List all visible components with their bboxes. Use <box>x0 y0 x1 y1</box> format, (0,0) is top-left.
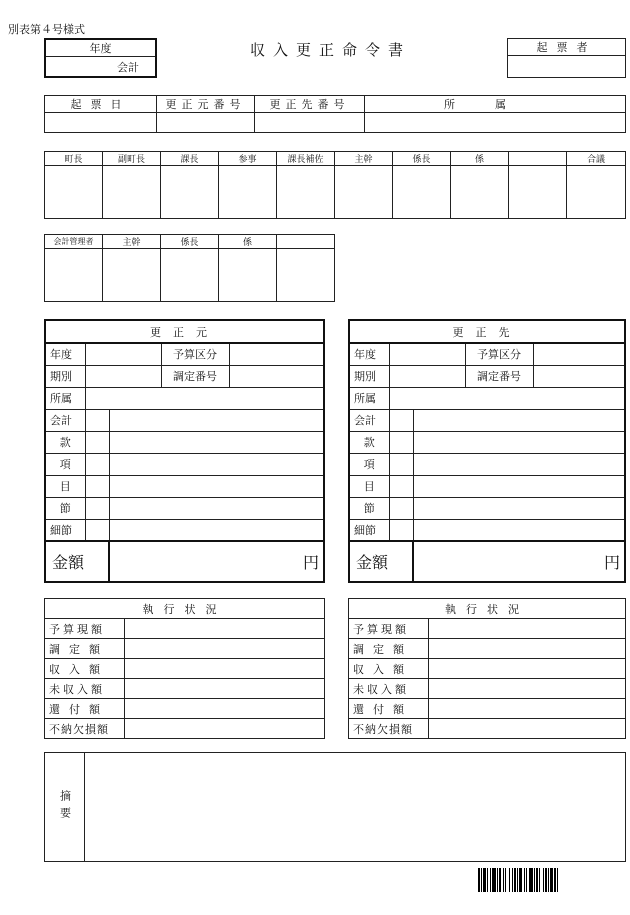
approval-stamp-cell[interactable] <box>161 166 219 219</box>
account-label: 会計 <box>45 409 85 431</box>
kan-name-field[interactable] <box>413 431 625 453</box>
period-label: 期別 <box>45 365 85 387</box>
status-row-label: 予算現額 <box>349 619 429 639</box>
year-label: 年度 <box>349 343 389 365</box>
status-row-value[interactable] <box>125 639 325 659</box>
account-name-field[interactable] <box>413 409 625 431</box>
kan-name-field[interactable] <box>109 431 324 453</box>
status-row-label: 還付額 <box>349 699 429 719</box>
correction-target-title: 更正先 <box>349 320 625 343</box>
approval-stamp-cell[interactable] <box>509 166 567 219</box>
adjustment-number-label: 調定番号 <box>161 365 229 387</box>
saisetsu-name-field[interactable] <box>413 519 625 541</box>
execution-status-left <box>44 598 325 739</box>
summary-field[interactable] <box>85 753 626 862</box>
account-code-field[interactable] <box>85 409 109 431</box>
year-field[interactable] <box>85 343 161 365</box>
approval-header: 係長 <box>161 235 219 249</box>
kan-label: 款 <box>45 431 85 453</box>
summary-label: 摘要 <box>45 753 85 862</box>
department-label: 所属 <box>349 387 389 409</box>
approval-stamp-cell[interactable] <box>45 166 103 219</box>
status-row-label: 不納欠損額 <box>45 719 125 739</box>
budget-category-field[interactable] <box>229 343 324 365</box>
correction-target-table <box>348 319 626 583</box>
moku-label: 目 <box>45 475 85 497</box>
approval-stamp-cell[interactable] <box>161 249 219 302</box>
approval-stamp-cell[interactable] <box>393 166 451 219</box>
year-field[interactable] <box>389 343 465 365</box>
account-field[interactable]: 会計 <box>45 57 156 78</box>
issuer-field[interactable] <box>508 56 626 78</box>
approval-stamp-cell[interactable] <box>45 249 103 302</box>
department-field[interactable] <box>85 387 324 409</box>
setsu-name-field[interactable] <box>413 497 625 519</box>
setsu-code-field[interactable] <box>389 497 413 519</box>
approval-header: 主幹 <box>103 235 161 249</box>
status-row-label: 収入額 <box>349 659 429 679</box>
summary-table <box>44 752 626 862</box>
issuer-label: 起票者 <box>508 39 626 56</box>
approval-stamp-cell[interactable] <box>451 166 509 219</box>
status-row-label: 未収入額 <box>45 679 125 699</box>
department-field[interactable] <box>365 113 626 133</box>
execution-status-right <box>348 598 626 739</box>
approval-header: 課長補佐 <box>277 152 335 166</box>
approval-stamp-cell[interactable] <box>103 166 161 219</box>
budget-category-label: 予算区分 <box>465 343 533 365</box>
correction-source-title: 更正元 <box>45 320 324 343</box>
status-row-value[interactable] <box>429 719 626 739</box>
amount-label: 金額 <box>349 541 413 582</box>
approval-stamp-cell[interactable] <box>219 166 277 219</box>
approval-stamp-cell[interactable] <box>103 249 161 302</box>
status-row-label: 収入額 <box>45 659 125 679</box>
status-row-value[interactable] <box>429 659 626 679</box>
budget-category-label: 予算区分 <box>161 343 229 365</box>
setsu-code-field[interactable] <box>85 497 109 519</box>
form-number: 別表第４号様式 <box>8 23 85 36</box>
approval-stamp-cell[interactable] <box>219 249 277 302</box>
status-row-label: 不納欠損額 <box>349 719 429 739</box>
kan-code-field[interactable] <box>389 431 413 453</box>
kou-name-field[interactable] <box>413 453 625 475</box>
saisetsu-name-field[interactable] <box>109 519 324 541</box>
year-field[interactable]: 年度 <box>45 39 156 57</box>
year-label: 年度 <box>45 343 85 365</box>
approval-table-2 <box>44 234 335 302</box>
account-name-field[interactable] <box>109 409 324 431</box>
moku-name-field[interactable] <box>413 475 625 497</box>
status-row-label: 調定額 <box>349 639 429 659</box>
status-row-value[interactable] <box>429 679 626 699</box>
adjustment-number-field[interactable] <box>229 365 324 387</box>
status-row-label: 未収入額 <box>349 679 429 699</box>
kou-name-field[interactable] <box>109 453 324 475</box>
issue-date-field[interactable] <box>45 113 157 133</box>
approval-header: 係 <box>219 235 277 249</box>
correction-source-table <box>44 319 325 583</box>
moku-code-field[interactable] <box>85 475 109 497</box>
status-row-value[interactable] <box>125 699 325 719</box>
approval-header <box>509 152 567 166</box>
period-field[interactable] <box>85 365 161 387</box>
approval-header: 会計管理者 <box>45 235 103 249</box>
department-field[interactable] <box>389 387 625 409</box>
barcode-icon <box>478 868 616 892</box>
adjustment-number-field[interactable] <box>533 365 625 387</box>
source-number-header: 更正元番号 <box>157 96 255 113</box>
page-title: 収入更正命令書 <box>250 41 412 59</box>
saisetsu-label: 細節 <box>45 519 85 541</box>
kan-code-field[interactable] <box>85 431 109 453</box>
issue-date-header: 起票日 <box>45 96 157 113</box>
moku-label: 目 <box>349 475 389 497</box>
department-header: 所属 <box>365 96 626 113</box>
period-field[interactable] <box>389 365 465 387</box>
execution-status-title: 執行状況 <box>45 599 325 619</box>
info-table <box>44 95 626 133</box>
issuer-box <box>507 38 626 78</box>
approval-header: 参事 <box>219 152 277 166</box>
status-row-value[interactable] <box>125 719 325 739</box>
amount-field[interactable]: 円 <box>413 541 625 582</box>
approval-stamp-cell[interactable] <box>335 166 393 219</box>
kou-code-field[interactable] <box>85 453 109 475</box>
moku-code-field[interactable] <box>389 475 413 497</box>
execution-status-title: 執行状況 <box>349 599 626 619</box>
approval-stamp-cell[interactable] <box>277 166 335 219</box>
setsu-label: 節 <box>349 497 389 519</box>
setsu-label: 節 <box>45 497 85 519</box>
saisetsu-code-field[interactable] <box>389 519 413 541</box>
approval-header: 合議 <box>567 152 626 166</box>
approval-header <box>277 235 335 249</box>
approval-header: 係長 <box>393 152 451 166</box>
kan-label: 款 <box>349 431 389 453</box>
approval-table-1 <box>44 151 626 219</box>
status-row-value[interactable] <box>125 619 325 639</box>
status-row-value[interactable] <box>429 639 626 659</box>
status-row-label: 予算現額 <box>45 619 125 639</box>
approval-header: 主幹 <box>335 152 393 166</box>
approval-header: 課長 <box>161 152 219 166</box>
saisetsu-code-field[interactable] <box>85 519 109 541</box>
account-code-field[interactable] <box>389 409 413 431</box>
adjustment-number-label: 調定番号 <box>465 365 533 387</box>
amount-label: 金額 <box>45 541 109 582</box>
department-label: 所属 <box>45 387 85 409</box>
target-number-header: 更正先番号 <box>255 96 365 113</box>
status-row-value[interactable] <box>429 619 626 639</box>
status-row-value[interactable] <box>429 699 626 719</box>
budget-category-field[interactable] <box>533 343 625 365</box>
status-row-value[interactable] <box>125 679 325 699</box>
period-label: 期別 <box>349 365 389 387</box>
status-row-label: 調定額 <box>45 639 125 659</box>
amount-field[interactable]: 円 <box>109 541 324 582</box>
status-row-label: 還付額 <box>45 699 125 719</box>
approval-header: 町長 <box>45 152 103 166</box>
status-row-value[interactable] <box>125 659 325 679</box>
approval-stamp-cell[interactable] <box>567 166 626 219</box>
approval-stamp-cell[interactable] <box>277 249 335 302</box>
approval-header: 係 <box>451 152 509 166</box>
approval-header: 副町長 <box>103 152 161 166</box>
target-number-field[interactable] <box>255 113 365 133</box>
saisetsu-label: 細節 <box>349 519 389 541</box>
moku-name-field[interactable] <box>109 475 324 497</box>
kou-label: 項 <box>349 453 389 475</box>
account-label: 会計 <box>349 409 389 431</box>
setsu-name-field[interactable] <box>109 497 324 519</box>
source-number-field[interactable] <box>157 113 255 133</box>
kou-code-field[interactable] <box>389 453 413 475</box>
kou-label: 項 <box>45 453 85 475</box>
year-account-box <box>44 38 157 78</box>
